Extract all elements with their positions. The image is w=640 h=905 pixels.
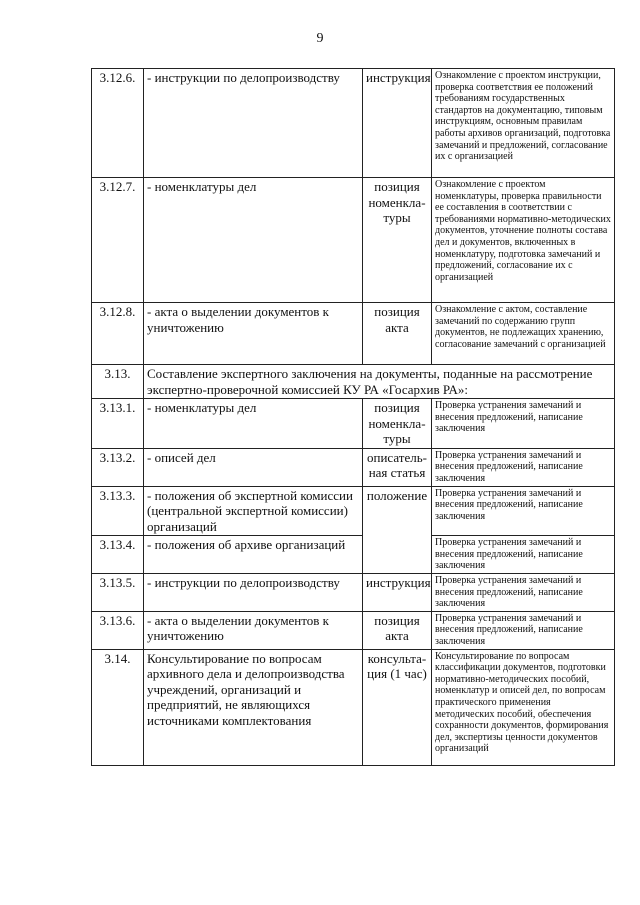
row-description: - номенклатуры дел <box>144 399 363 449</box>
row-number: 3.13. <box>92 365 144 399</box>
row-description: - акта о выделении документов к уничтожению <box>144 611 363 649</box>
row-description: - номенклатуры дел <box>144 178 363 303</box>
table-row <box>92 69 615 178</box>
row-note: Ознакомление с проектом номенклатуры, проверка правильности ее составления в соответствии с требованиями нормативно-методических документов, уточнение полноты состава дел и документов, включенных в номенклатуру, подготовка замечаний и предложений, согласование их с организацией <box>432 178 615 303</box>
table-row <box>92 536 615 574</box>
row-unit: инструкция <box>363 69 432 178</box>
table-row <box>92 303 615 365</box>
row-number: 3.12.6. <box>92 69 144 178</box>
row-unit: инструкция <box>363 574 432 612</box>
row-description: - описей дел <box>144 448 363 486</box>
row-note: Проверка устранения замечаний и внесения предложений, написание заключения <box>432 536 615 574</box>
table-row <box>92 399 615 449</box>
row-description: - инструкции по делопроизводству <box>144 69 363 178</box>
row-unit: позиция акта <box>363 303 432 365</box>
row-note: Проверка устранения замечаний и внесения предложений, написание заключения <box>432 611 615 649</box>
page-number: 9 <box>316 31 324 46</box>
row-number: 3.12.7. <box>92 178 144 303</box>
row-unit: позиция акта <box>363 611 432 649</box>
row-description: - положения об экспертной комиссии (центральной экспертной комиссии) организаций <box>144 486 363 536</box>
table-row <box>92 178 615 303</box>
section-heading: Составление экспертного заключения на документы, поданные на рассмотрение экспертно-проверочной комиссией КУ РА «Госархив РА»: <box>144 365 615 399</box>
table-row <box>92 448 615 486</box>
row-note: Проверка устранения замечаний и внесения предложений, написание заключения <box>432 574 615 612</box>
row-note: Консультирование по вопросам классификации документов, подготовки нормативно-методических пособий, номенклатур и описей дел, по вопросам практического применения методических пособий, обеспечения сохранности документов, формирования дел, экспертизы ценности документов организаций <box>432 649 615 765</box>
row-unit: описатель-ная статья <box>363 448 432 486</box>
row-number: 3.13.6. <box>92 611 144 649</box>
table-row <box>92 649 615 765</box>
row-number: 3.13.5. <box>92 574 144 612</box>
row-note: Ознакомление с проектом инструкции, проверка соответствия ее положений требованиям государственных стандартов на документацию, типовым инструкциям, основным правилам работы архивов организаций, подготовка замечаний и предложений, согласование их с организацией <box>432 69 615 178</box>
row-description: - положения об архиве организаций <box>144 536 363 574</box>
row-unit: консульта-ция (1 час) <box>363 649 432 765</box>
table-row <box>92 574 615 612</box>
row-description: - акта о выделении документов к уничтожению <box>144 303 363 365</box>
row-number: 3.14. <box>92 649 144 765</box>
row-note: Проверка устранения замечаний и внесения предложений, написание заключения <box>432 448 615 486</box>
row-note: Ознакомление с актом, составление замечаний по содержанию групп документов, не подлежащих хранению, согласование замечаний с организацией <box>432 303 615 365</box>
row-note: Проверка устранения замечаний и внесения предложений, написание заключения <box>432 486 615 536</box>
row-note: Проверка устранения замечаний и внесения предложений, написание заключения <box>432 399 615 449</box>
row-unit: позиция номенкла-туры <box>363 178 432 303</box>
row-number: 3.13.4. <box>92 536 144 574</box>
table-row <box>92 365 615 399</box>
table-row <box>92 486 615 536</box>
row-number: 3.13.3. <box>92 486 144 536</box>
row-description: Консультирование по вопросам архивного дела и делопроизводства учреждений, организаций и предприятий, не являющихся источниками комплектования <box>144 649 363 765</box>
row-unit: позиция номенкла-туры <box>363 399 432 449</box>
row-number: 3.13.1. <box>92 399 144 449</box>
row-unit: положение <box>363 486 432 574</box>
services-table <box>91 68 615 766</box>
row-number: 3.12.8. <box>92 303 144 365</box>
table-row <box>92 611 615 649</box>
row-number: 3.13.2. <box>92 448 144 486</box>
row-description: - инструкции по делопроизводству <box>144 574 363 612</box>
